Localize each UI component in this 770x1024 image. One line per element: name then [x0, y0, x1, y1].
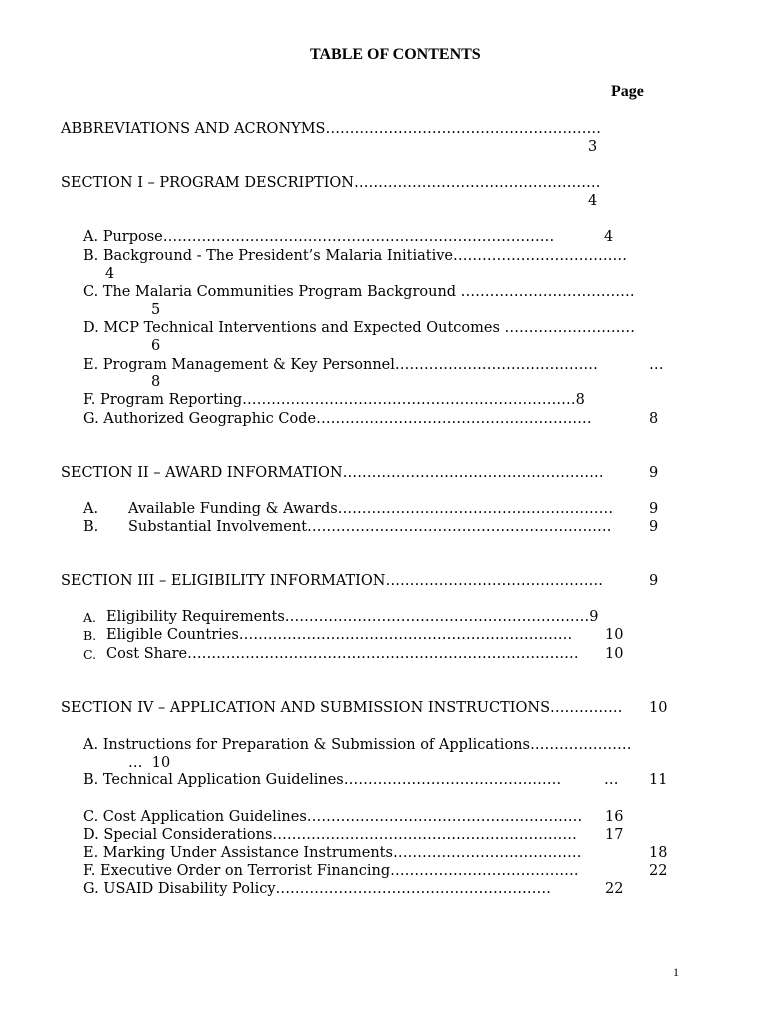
- toc-entry-4c[interactable]: C. Cost Application Guidelines…………………………………………………: [83, 809, 583, 825]
- toc-entry-4e[interactable]: E. Marking Under Assistance Instruments…………………………………: [83, 845, 582, 861]
- page-column-label: Page: [611, 83, 644, 100]
- toc-entry-4d[interactable]: D. Special Considerations………………………………………………………: [83, 827, 577, 843]
- toc-page-1c: 5: [151, 302, 161, 318]
- toc-page-1b: 4: [105, 266, 115, 282]
- toc-entry-1d[interactable]: D. MCP Technical Interventions and Expected Outcomes ………………………: [83, 320, 636, 336]
- toc-entry-4b[interactable]: B. Technical Application Guidelines………………………………………: [83, 772, 562, 788]
- toc-page-3c: 10: [605, 646, 624, 662]
- toc-page-4b: 11: [649, 772, 668, 788]
- toc-page-section-2: 9: [649, 465, 659, 481]
- toc-page-1g: 8: [649, 411, 659, 427]
- toc-letter-3c: C.: [83, 647, 97, 662]
- toc-page-3b: 10: [605, 627, 624, 643]
- toc-entry-1b[interactable]: B. Background - The President’s Malaria Initiative………………………………: [83, 248, 627, 264]
- toc-entry-2b[interactable]: Substantial Involvement………………………………………………………: [128, 519, 612, 535]
- toc-letter-3b: B.: [83, 628, 97, 643]
- toc-page-4e: 18: [649, 845, 668, 861]
- toc-entry-1a[interactable]: A. Purpose………………………………………………………………………: [83, 229, 555, 245]
- toc-page-section-1: 4: [588, 193, 598, 209]
- toc-page-abbreviations: 3: [588, 139, 598, 155]
- toc-entry-abbreviations[interactable]: ABBREVIATIONS AND ACRONYMS…………………………………………………: [61, 121, 601, 137]
- toc-entry-4g[interactable]: G. USAID Disability Policy…………………………………………………: [83, 881, 552, 897]
- toc-entry-1c[interactable]: C. The Malaria Communities Program Background ………………………………: [83, 284, 635, 300]
- toc-entry-section-1[interactable]: SECTION I – PROGRAM DESCRIPTION……………………………………………: [61, 175, 601, 191]
- toc-page-4g: 22: [605, 881, 624, 897]
- toc-entry-section-4[interactable]: SECTION IV – APPLICATION AND SUBMISSION INSTRUCTIONS……………: [61, 700, 623, 716]
- page-number: 1: [673, 965, 679, 979]
- toc-entry-3c[interactable]: Cost Share………………………………………………………………………: [106, 646, 579, 662]
- toc-page-1d: 6: [151, 338, 161, 354]
- toc-letter-3a: A.: [83, 610, 97, 625]
- toc-entry-4a[interactable]: A. Instructions for Preparation & Submission of Applications…………………: [83, 737, 632, 753]
- toc-page-4a: … 10: [128, 755, 171, 771]
- toc-entry-1f[interactable]: F. Program Reporting……………………………………………………………8: [83, 392, 585, 408]
- toc-page-1a: 4: [604, 229, 614, 245]
- toc-entry-3a[interactable]: Eligibility Requirements………………………………………………………9: [106, 609, 599, 625]
- toc-entry-1e[interactable]: E. Program Management & Key Personnel……………………………………: [83, 357, 598, 373]
- toc-letter-2b: B.: [83, 519, 99, 535]
- toc-page-1e: 8: [151, 374, 161, 390]
- toc-entry-section-2[interactable]: SECTION II – AWARD INFORMATION………………………………………………: [61, 465, 604, 481]
- toc-page-section-3: 9: [649, 573, 659, 589]
- toc-entry-4f[interactable]: F. Executive Order on Terrorist Financing…………………………………: [83, 863, 579, 879]
- toc-page-4f: 22: [649, 863, 668, 879]
- toc-page-4d: 17: [605, 827, 624, 843]
- toc-entry-section-3[interactable]: SECTION III – ELIGIBILITY INFORMATION………………………………………: [61, 573, 603, 589]
- toc-page-4c: 16: [605, 809, 624, 825]
- toc-heading: TABLE OF CONTENTS: [310, 46, 481, 63]
- toc-letter-2a: A.: [83, 501, 99, 517]
- toc-entry-3b[interactable]: Eligible Countries……………………………………………………………: [106, 627, 573, 643]
- toc-page-section-4: 10: [649, 700, 668, 716]
- toc-page-2b: 9: [649, 519, 659, 535]
- toc-entry-2a[interactable]: Available Funding & Awards…………………………………………………: [128, 501, 614, 517]
- toc-entry-1g[interactable]: G. Authorized Geographic Code…………………………………………………: [83, 411, 592, 427]
- toc-leader-1e: …: [649, 357, 664, 373]
- toc-page-2a: 9: [649, 501, 659, 517]
- toc-leader-4b: …: [604, 772, 619, 788]
